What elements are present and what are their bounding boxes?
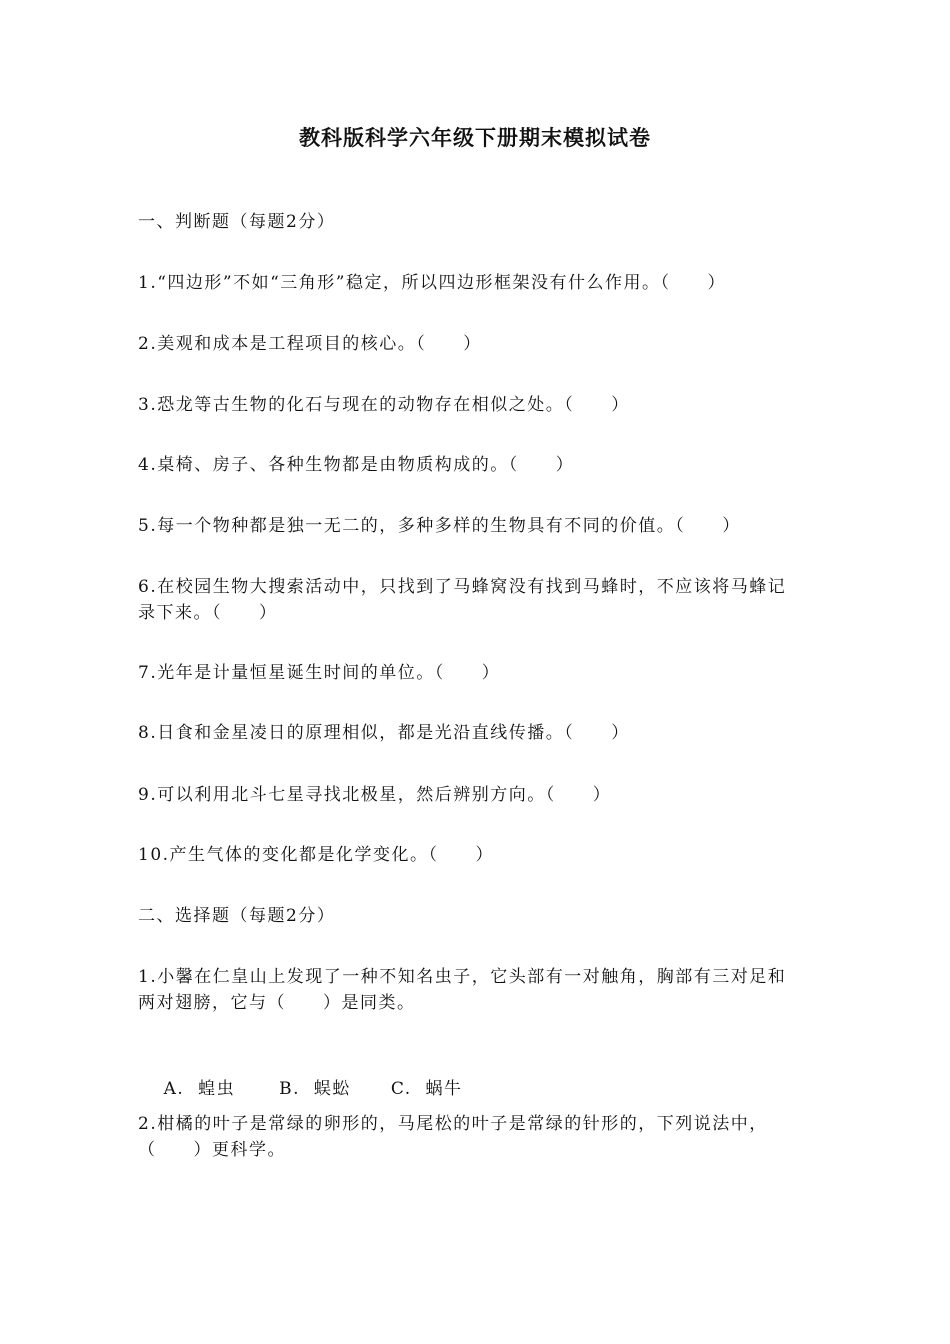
judgment-question-10: 10.产生气体的变化都是化学变化。（ ） [138,845,495,865]
judgment-question-7: 7.光年是计量恒星诞生时间的单位。（ ） [138,663,501,683]
judgment-question-6: 6.在校园生物大搜索活动中，只找到了马蜂窝没有找到马蜂时，不应该将马蜂记录下来。（ ） [138,577,787,623]
judgment-question-5: 5.每一个物种都是独一无二的，多种多样的生物具有不同的价值。（ ） [138,516,741,536]
judgment-question-8: 8.日食和金星凌日的原理相似，都是光沿直线传播。（ ） [138,723,630,743]
section-heading-judgment: 一、判断题（每题2分） [138,212,336,232]
document-title: 教科版科学六年级下册期末模拟试卷 [299,125,651,150]
judgment-question-9: 9.可以利用北斗七星寻找北极星，然后辨别方向。（ ） [138,785,612,805]
judgment-question-3: 3.恐龙等古生物的化石与现在的动物存在相似之处。（ ） [138,395,630,415]
section-heading-choice: 二、选择题（每题2分） [138,906,336,926]
judgment-question-4: 4.桌椅、房子、各种生物都是由物质构成的。（ ） [138,455,575,475]
option-c: C. 蜗牛 [390,1079,463,1099]
judgment-question-2: 2.美观和成本是工程项目的核心。（ ） [138,334,482,354]
choice-question-2: 2.柑橘的叶子是常绿的卵形的，马尾松的叶子是常绿的针形的，下列说法中，（ ）更科学。 [138,1114,768,1160]
option-a: A. 蝗虫 [163,1079,236,1099]
judgment-question-1: 1.“四边形”不如“三角形”稳定，所以四边形框架没有什么作用。（ ） [138,273,726,293]
choice-question-1: 1.小馨在仁皇山上发现了一种不知名虫子，它头部有一对触角，胸部有三对足和两对翅膀，它与（ ）是同类。 [138,967,787,1013]
option-b: B. 蜈蚣 [279,1079,351,1099]
